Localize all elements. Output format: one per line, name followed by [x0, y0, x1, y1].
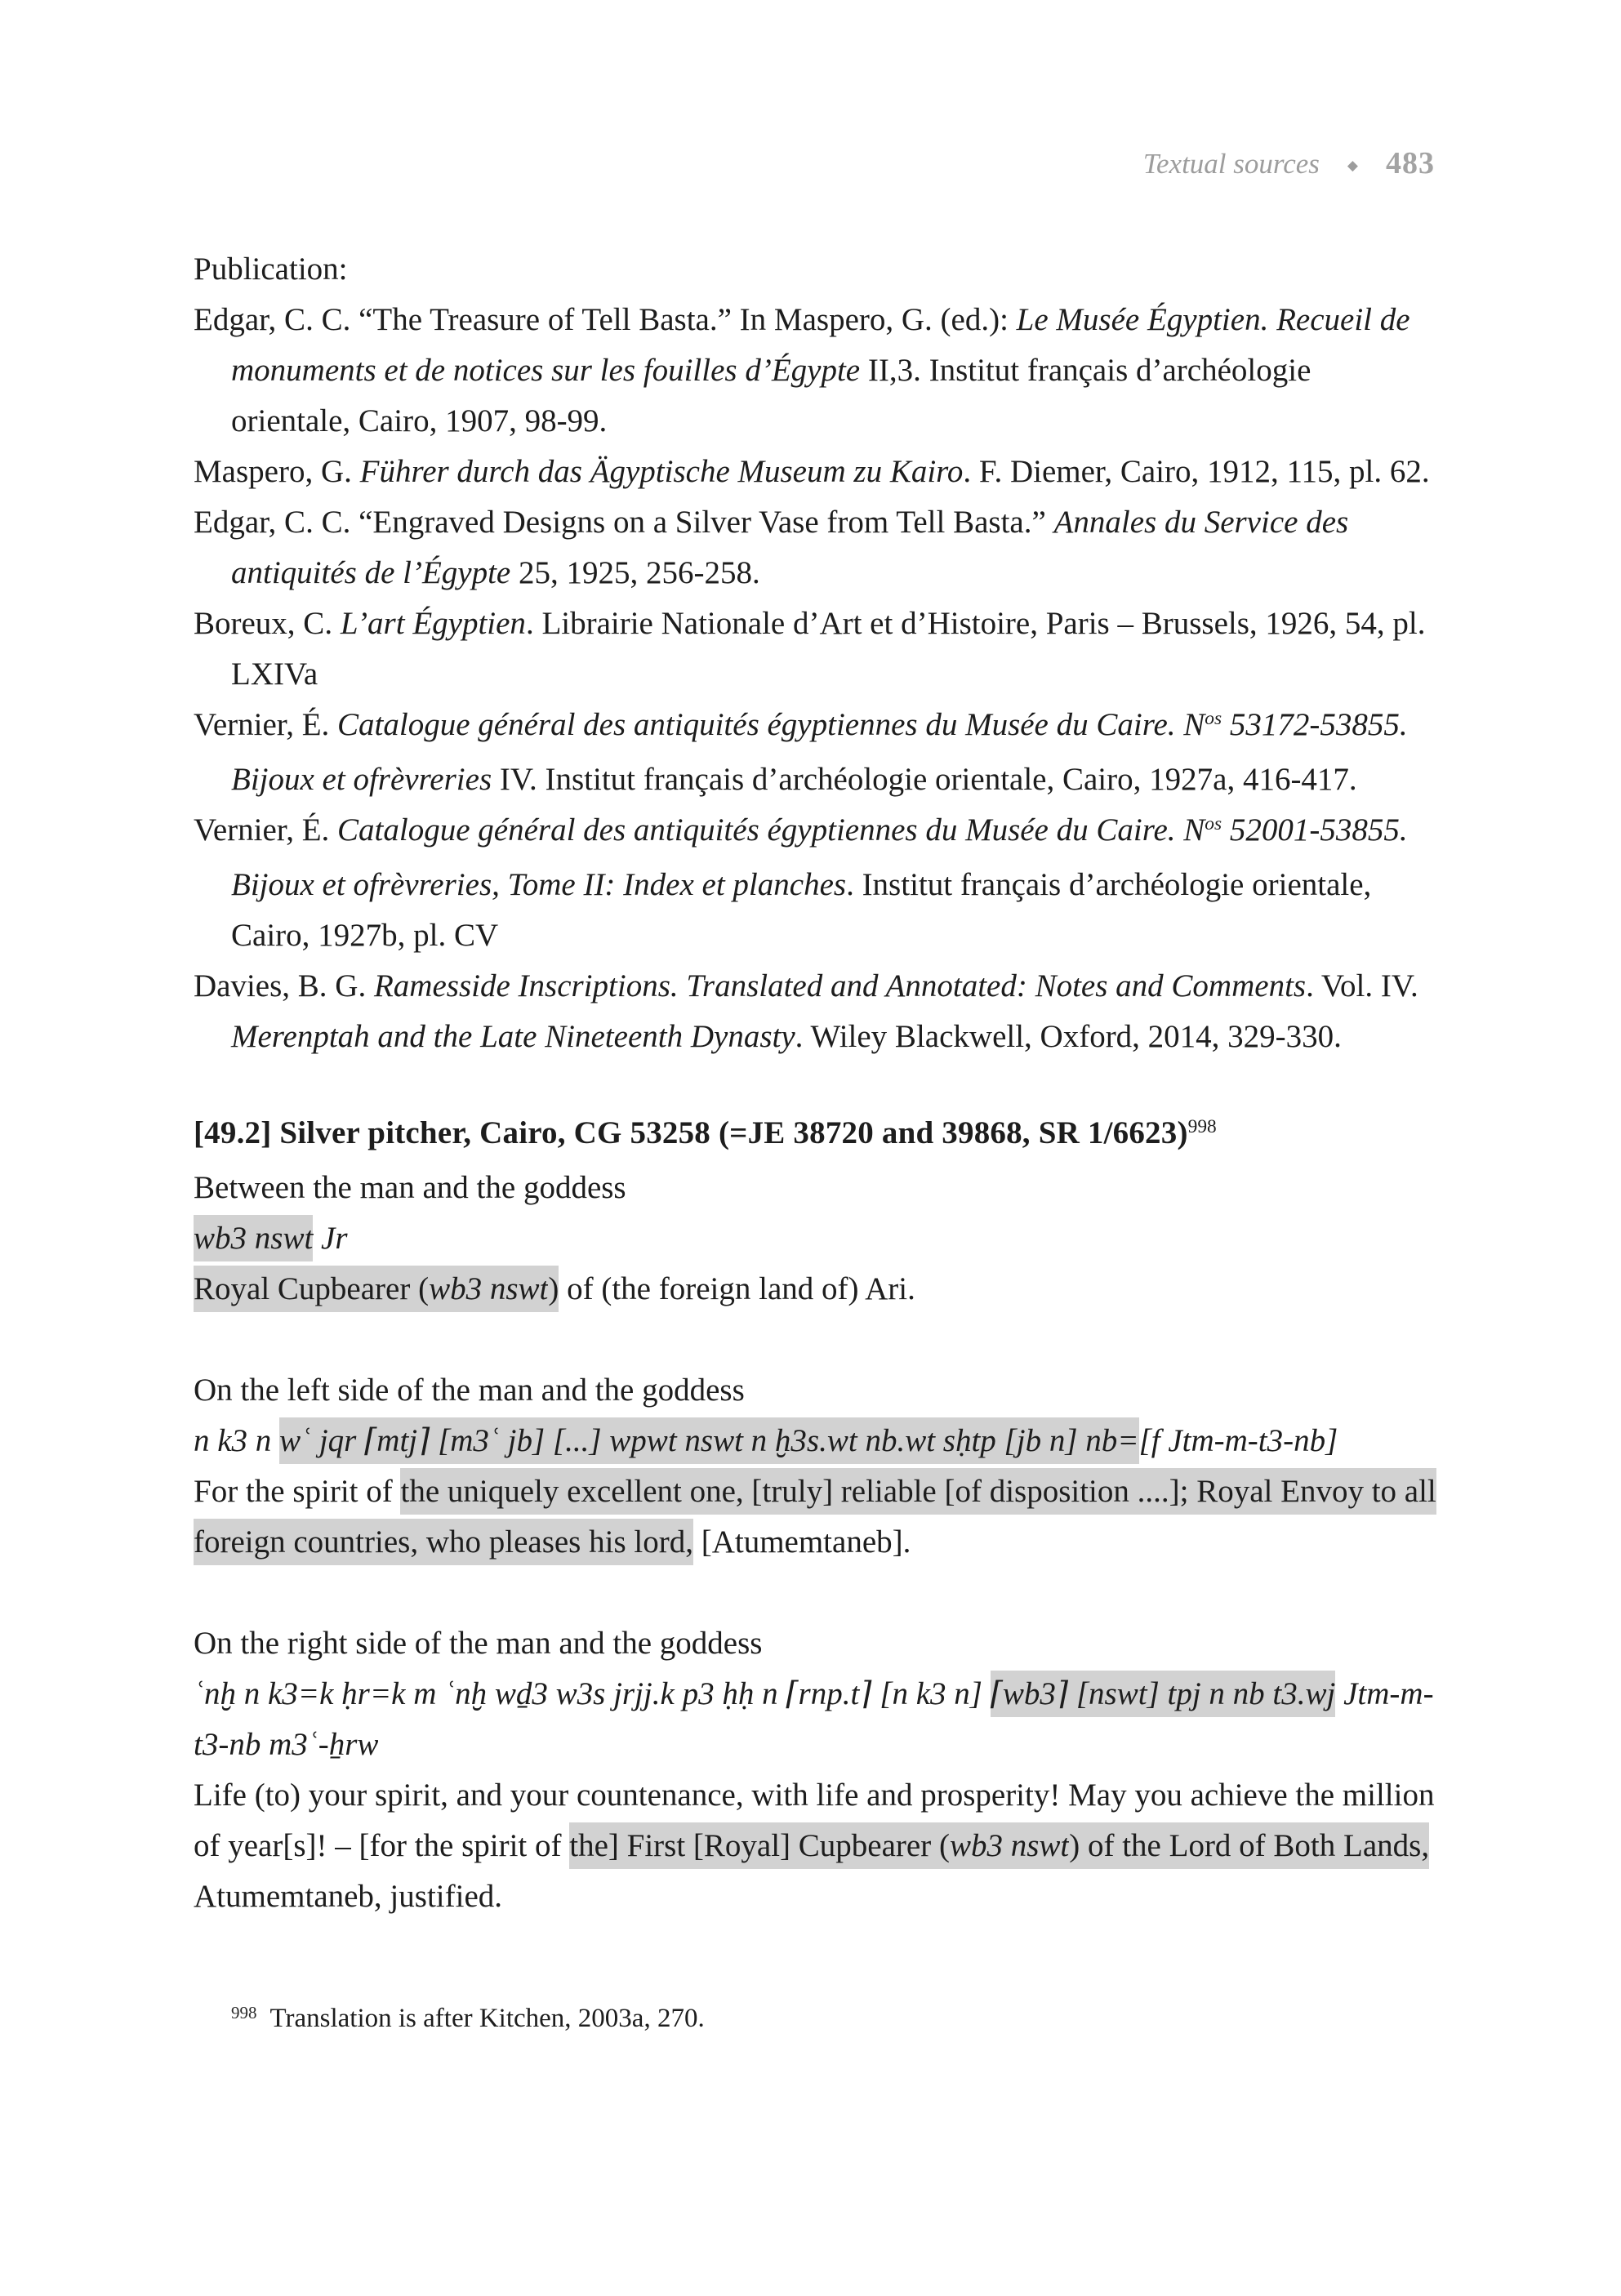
bibliography-entry — [194, 598, 1436, 700]
text-segment: Life (to) your spirit, and your countenance, with life and prosperity! May you achieve the million of year[s]! – [for the spirit of — [194, 1778, 1435, 1863]
text-segment: n k3 n — [194, 1423, 280, 1458]
text-segment: Catalogue général des antiquités égyptiennes du Musée du Caire. N — [337, 812, 1205, 848]
bibliography-entry — [194, 805, 1436, 961]
page-number: 483 — [1386, 146, 1435, 180]
publication-label: Publication: — [194, 251, 348, 287]
text-segment: Vernier, É. — [194, 707, 338, 742]
text-segment: . Vol. IV. — [1306, 968, 1418, 1003]
text-segment: Annales du Service des antiquités de l’Égypte — [231, 505, 1349, 590]
paragraph-gap — [194, 1315, 1436, 1365]
text-segment: 53172-53855. Bijoux et ofrèvreries — [231, 707, 1408, 797]
text-segment: [49.2] Silver pitcher, Cairo, CG 53258 (=JE 38720 and 39868, SR 1/6623) — [194, 1115, 1188, 1150]
text-segment: wb3 nswt — [194, 1215, 313, 1261]
section-body — [194, 1163, 1436, 1922]
publication-list — [194, 295, 1436, 1062]
text-segment: Catalogue général des antiquités égyptiennes du Musée du Caire. N — [337, 707, 1205, 742]
text-segment: wb3 nswt — [429, 1266, 548, 1312]
bibliography-entry — [194, 295, 1436, 447]
text-block — [194, 145, 1436, 2039]
section-heading — [194, 1108, 1436, 1163]
text-segment: Maspero, G. — [194, 454, 360, 489]
text-segment: os — [1205, 813, 1222, 835]
footnote-text: Translation is after Kitchen, 2003a, 270. — [269, 2004, 705, 2033]
paragraph — [194, 1770, 1436, 1922]
text-segment: [f Jtm-m-t3-nb] — [1138, 1423, 1338, 1458]
text-segment: 25, 1925, 256-258. — [510, 555, 760, 590]
text-segment: Between the man and the goddess — [194, 1170, 626, 1205]
page-header — [194, 145, 1436, 182]
text-segment: os — [1205, 708, 1222, 730]
text-segment: . Librairie Nationale d’Art et d’Histoire, Paris – Brussels, 1926, 54, pl. LXIVa — [231, 606, 1426, 692]
text-segment: ) of the Lord of Both Lands, — [1069, 1822, 1429, 1869]
text-segment: ⌈wb3⌉ [nswt] tpj n nb t3.wj — [991, 1671, 1336, 1717]
text-segment: the uniquely excellent one, [truly] reliable [of disposition ....]; Royal Envoy to all foreign countries, who pleases his lord, — [194, 1468, 1436, 1565]
text-segment: ʿnḫ n k3=k ḥr=k m ʿnḫ wḏ3 w3s jrjj.k p3 ḥḥ n ⌈rnp.t⌉ [n k3 n] — [194, 1676, 991, 1711]
text-segment: Atumemtaneb, justified. — [194, 1879, 503, 1914]
text-segment: For the spirit of — [194, 1474, 401, 1509]
text-segment: On the left side of the man and the goddess — [194, 1373, 745, 1408]
text-segment: L’art Égyptien — [340, 606, 526, 641]
paragraph — [194, 1264, 1436, 1315]
text-segment: wb3 nswt — [950, 1822, 1069, 1869]
paragraph — [194, 1618, 1436, 1669]
running-title: Textual sources — [1142, 148, 1320, 180]
text-segment: II,3. Institut français d’archéologie orientale, Cairo, 1907, 98-99. — [231, 353, 1311, 438]
text-segment: Boreux, C. — [194, 606, 341, 641]
text-segment: Ramesside Inscriptions. Translated and Annotated: Notes and Comments — [373, 968, 1307, 1003]
text-segment: IV. Institut français d’archéologie orientale, Cairo, 1927a, 416-417. — [492, 762, 1357, 797]
text-segment: 998 — [1187, 1116, 1217, 1138]
text-segment: Edgar, C. C. “Engraved Designs on a Silver Vase from Tell Basta.” — [194, 505, 1054, 540]
footnote — [194, 2000, 1436, 2039]
footnote-ref: 998 — [231, 2003, 257, 2022]
paragraph — [194, 1669, 1436, 1770]
text-segment: 52001-53855. Bijoux et ofrèvreries, Tome II: Index et planches — [231, 812, 1408, 902]
paragraph — [194, 1163, 1436, 1213]
text-segment: Vernier, É. — [194, 812, 338, 848]
text-segment: ) — [548, 1266, 559, 1312]
text-segment: [Atumemtaneb]. — [692, 1524, 911, 1560]
bibliography-entry — [194, 700, 1436, 805]
paragraph — [194, 1213, 1436, 1264]
paragraph-gap — [194, 1568, 1436, 1618]
text-segment: the] First [Royal] Cupbearer ( — [569, 1822, 950, 1869]
text-segment: . F. Diemer, Cairo, 1912, 115, pl. 62. — [963, 454, 1430, 489]
paragraph — [194, 1466, 1436, 1568]
text-segment: of (the foreign land of) Ari. — [559, 1271, 915, 1306]
text-segment: Le Musée Égyptien. Recueil de monuments et de notices sur les fouilles d’Égypte — [231, 302, 1410, 388]
text-segment: Jr — [313, 1221, 348, 1256]
paragraph — [194, 1365, 1436, 1416]
bibliography-entry — [194, 497, 1436, 598]
text-segment: wʿ jqr ⌈mtj⌉ [m3ʿ jb] [...] wpwt nswt n ḫ3s.wt nb.wt sḥtp [jb n] nb= — [279, 1417, 1139, 1464]
text-segment: . Institut français d’archéologie orientale, Cairo, 1927b, pl. CV — [231, 867, 1372, 953]
publication-section — [194, 244, 1436, 1062]
text-segment: Merenptah and the Late Nineteenth Dynasty — [231, 1019, 795, 1054]
text-segment: Führer durch das Ägyptische Museum zu Kairo — [359, 454, 964, 489]
bibliography-entry — [194, 961, 1436, 1062]
text-segment: Davies, B. G. — [194, 968, 374, 1003]
text-segment: Edgar, C. C. “The Treasure of Tell Basta.” In Maspero, G. (ed.): — [194, 302, 1017, 337]
bibliography-entry — [194, 447, 1436, 497]
text-segment: Royal Cupbearer ( — [194, 1266, 429, 1312]
text-segment: On the right side of the man and the goddess — [194, 1626, 763, 1661]
text-segment: . Wiley Blackwell, Oxford, 2014, 329-330. — [795, 1019, 1342, 1054]
separator-diamond-icon: ◆ — [1347, 157, 1358, 173]
paragraph — [194, 1416, 1436, 1466]
text-segment: Jtm-m-t3-nb m3ʿ-ẖrw — [194, 1676, 1434, 1762]
